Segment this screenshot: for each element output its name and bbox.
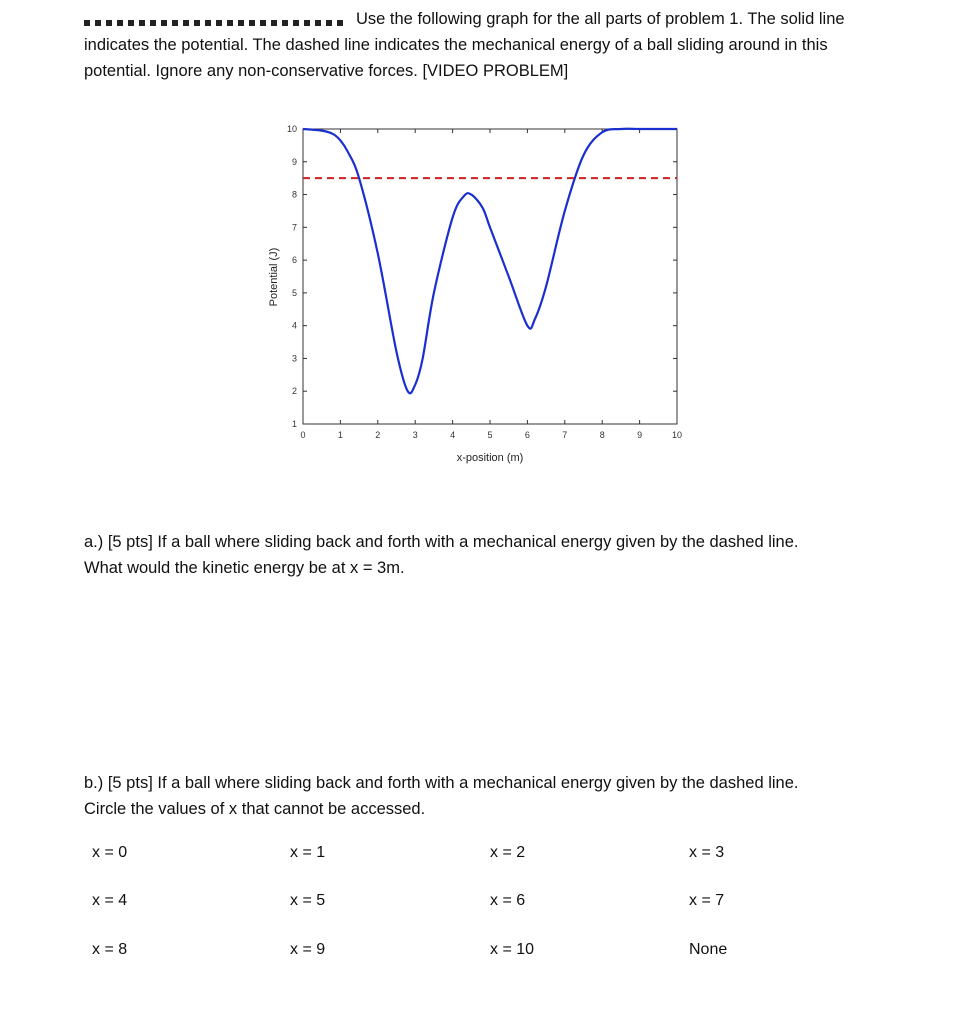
x-tick-label: 9	[637, 430, 643, 440]
y-tick-label: 7	[291, 222, 297, 233]
y-tick-label: 2	[291, 386, 297, 397]
y-axis-label: Potential (J)	[268, 247, 280, 307]
option-x-8[interactable]: x = 8	[92, 941, 128, 958]
question-b-line-1: b.) [5 pts] If a ball where sliding back and forth with a mechanical energy given by the dashed line.	[84, 774, 799, 792]
x-axis-label: x-position (m)	[456, 452, 524, 464]
intro-line-2: indicates the potential. The dashed line indicates the mechanical energy of a ball sliding around in this	[84, 36, 828, 54]
x-tick-label: 6	[524, 430, 530, 440]
option-x-10[interactable]: x = 10	[490, 941, 535, 958]
x-tick-labels	[300, 430, 682, 440]
y-tick-label: 9	[291, 156, 297, 167]
axis-ticks	[303, 129, 677, 424]
option-x-1[interactable]: x = 1	[290, 844, 326, 861]
x-tick-label: 3	[412, 430, 418, 440]
intro-line-3: potential. Ignore any non-conservative forces. [VIDEO PROBLEM]	[84, 62, 569, 80]
x-tick-label: 2	[375, 430, 381, 440]
option-x-2[interactable]: x = 2	[490, 844, 526, 861]
question-b-line-2: Circle the values of x that cannot be accessed.	[84, 800, 426, 818]
y-tick-label: 1	[291, 419, 297, 429]
y-tick-label: 10	[286, 124, 297, 134]
option-x-7[interactable]: x = 7	[689, 892, 725, 909]
y-tick-label: 4	[291, 320, 297, 331]
question-a	[84, 529, 884, 581]
option-x-5[interactable]: x = 5	[290, 892, 326, 909]
option-x-3[interactable]: x = 3	[689, 844, 725, 861]
x-tick-label: 1	[337, 430, 343, 440]
y-tick-label: 5	[291, 287, 297, 298]
option-x-0[interactable]: x = 0	[92, 844, 128, 861]
option-x-6[interactable]: x = 6	[490, 892, 526, 909]
intro-line-1	[84, 6, 884, 32]
intro-line-1-text: Use the following graph for the all parts of problem 1. The solid line	[356, 10, 845, 28]
question-a-line-1: a.) [5 pts] If a ball where sliding back and forth with a mechanical energy given by the dashed line.	[84, 533, 799, 551]
y-tick-label: 8	[291, 189, 297, 200]
y-tick-labels	[287, 124, 297, 429]
x-tick-label: 7	[562, 430, 568, 440]
x-tick-label: 4	[450, 430, 456, 440]
intro-text	[84, 6, 884, 84]
x-tick-label: 8	[599, 430, 605, 440]
potential-chart	[250, 115, 720, 475]
option-none[interactable]: None	[689, 941, 728, 958]
x-tick-label: 10	[671, 430, 683, 440]
option-x-4[interactable]: x = 4	[92, 892, 128, 909]
option-x-9[interactable]: x = 9	[290, 941, 326, 958]
y-tick-label: 3	[291, 353, 297, 364]
series-layer	[303, 129, 677, 394]
y-tick-label: 6	[291, 255, 297, 266]
cropped-heading-remnant	[84, 20, 346, 26]
x-tick-label: 0	[300, 430, 306, 440]
question-a-line-2: What would the kinetic energy be at x = 3m.	[84, 559, 405, 577]
potential-curve	[303, 129, 677, 394]
x-tick-label: 5	[487, 430, 493, 440]
question-b	[84, 770, 884, 822]
plot-area-frame	[303, 129, 677, 424]
